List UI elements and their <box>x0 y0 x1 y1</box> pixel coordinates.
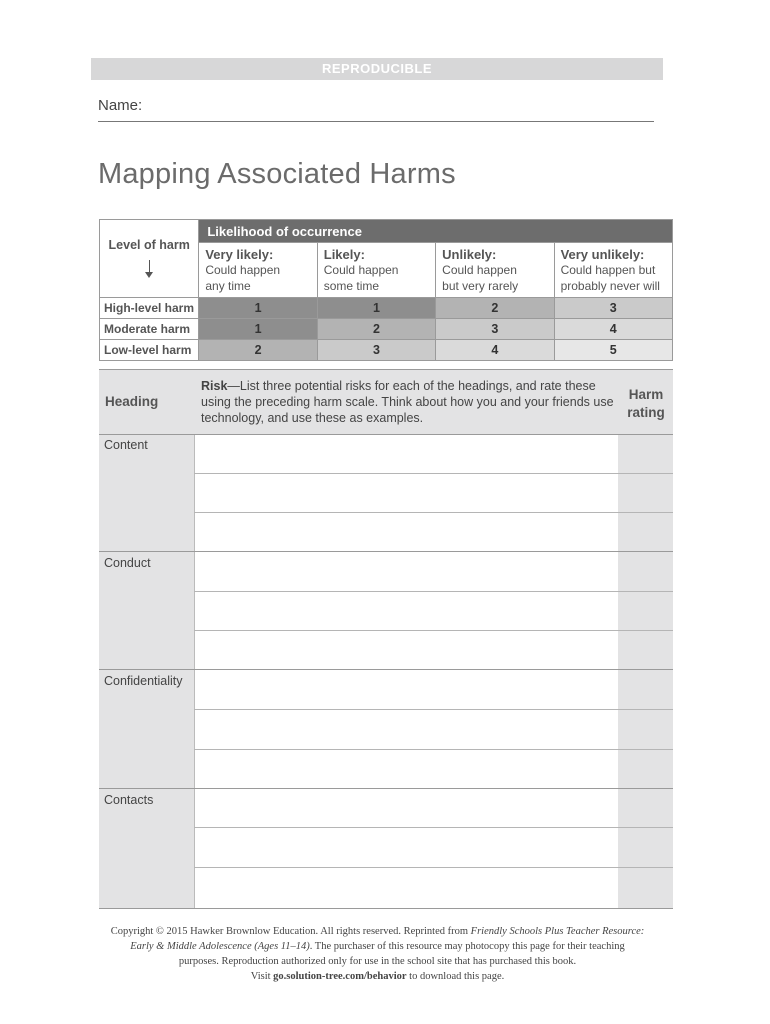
section-divider <box>99 788 673 789</box>
risk-column[interactable] <box>194 435 620 908</box>
writing-line[interactable] <box>194 630 673 631</box>
section-content: Content <box>104 438 148 452</box>
column-title: Very unlikely: <box>560 247 645 262</box>
table-cell: 3 <box>436 319 554 340</box>
copyright-footer <box>100 924 655 984</box>
table-cell: 2 <box>436 298 554 319</box>
rating-label: rating <box>627 405 665 420</box>
column-title: Likely: <box>323 247 365 262</box>
likelihood-table <box>99 219 673 361</box>
heading-column <box>99 435 194 908</box>
harm-label: Harm <box>628 387 664 402</box>
writing-line[interactable] <box>194 512 673 513</box>
footer-text: . The purchaser of this resource may photocopy this page for their teaching <box>309 941 625 952</box>
column-sub: Could happen but <box>560 263 656 277</box>
download-link[interactable]: go.solution-tree.com/behavior <box>273 971 407 982</box>
section-conduct: Conduct <box>104 556 151 570</box>
table-cell: 1 <box>199 298 317 319</box>
column-unlikely <box>436 243 554 298</box>
writing-line[interactable] <box>194 591 673 592</box>
column-sub: some time <box>323 279 380 293</box>
table-cell: 1 <box>317 298 435 319</box>
writing-line[interactable] <box>194 473 673 474</box>
footer-text: Visit <box>250 971 274 982</box>
column-likely <box>317 243 435 298</box>
risk-bold-label: Risk <box>201 379 228 393</box>
footer-book-subtitle: Early & Middle Adolescence (Ages 11–14) <box>130 941 310 952</box>
footer-text: to download this page. <box>406 971 505 982</box>
name-field[interactable] <box>98 97 654 122</box>
down-arrow-icon <box>149 260 150 276</box>
table-cell: 3 <box>554 298 672 319</box>
column-sub: Could happen <box>323 263 399 277</box>
footer-text: Copyright © 2015 Hawker Brownlow Education. All rights reserved. Reprinted from <box>110 926 471 937</box>
row-label-high: High-level harm <box>100 298 199 319</box>
table-cell: 5 <box>554 340 672 361</box>
footer-line <box>100 924 655 939</box>
name-label: Name: <box>98 97 143 114</box>
heading-column-title: Heading <box>105 394 159 409</box>
section-confidentiality: Confidentiality <box>104 674 183 688</box>
column-sub: Could happen <box>205 263 281 277</box>
table-cell: 3 <box>317 340 435 361</box>
column-title: Very likely: <box>205 247 274 262</box>
harm-rating-column[interactable] <box>618 435 673 908</box>
level-of-harm-label: Level of harm <box>108 238 190 252</box>
writing-line[interactable] <box>194 867 673 868</box>
table-cell: 2 <box>199 340 317 361</box>
footer-line: purposes. Reproduction authorized only for use in the school site that has purchased this book. <box>178 956 577 967</box>
table-cell: 4 <box>554 319 672 340</box>
risk-table-header <box>99 370 673 435</box>
writing-line[interactable] <box>194 827 673 828</box>
column-sub: but very rarely <box>442 279 519 293</box>
risk-instructions-text: —List three potential risks for each of the headings, and rate these using the preceding harm scale. Think about how you and your friends use technology, and use these as examples. <box>201 379 614 425</box>
table-row <box>100 340 673 361</box>
column-sub: Could happen <box>442 263 517 277</box>
section-divider <box>99 669 673 670</box>
table-row <box>100 298 673 319</box>
harm-rating-title <box>619 386 673 422</box>
table-cell: 2 <box>317 319 435 340</box>
risk-table <box>99 369 673 909</box>
footer-line <box>100 969 655 984</box>
row-label-low: Low-level harm <box>100 340 199 361</box>
writing-line[interactable] <box>194 709 673 710</box>
section-contacts: Contacts <box>104 793 154 807</box>
section-divider <box>99 551 673 552</box>
column-title: Unlikely: <box>442 247 497 262</box>
writing-line[interactable] <box>194 749 673 750</box>
risk-instructions <box>201 378 621 426</box>
level-of-harm-header <box>100 220 199 298</box>
column-very-unlikely <box>554 243 672 298</box>
table-cell: 4 <box>436 340 554 361</box>
footer-book-title: Friendly Schools Plus Teacher Resource: <box>470 926 645 937</box>
footer-line <box>100 939 655 954</box>
column-sub: probably never will <box>560 279 660 293</box>
row-label-moderate: Moderate harm <box>100 319 199 340</box>
table-cell: 1 <box>199 319 317 340</box>
likelihood-header: Likelihood of occurrence <box>199 220 673 243</box>
reproducible-banner: REPRODUCIBLE <box>91 58 663 80</box>
column-very-likely <box>199 243 317 298</box>
page-title: Mapping Associated Harms <box>98 158 456 190</box>
column-sub: any time <box>205 279 251 293</box>
table-row <box>100 319 673 340</box>
